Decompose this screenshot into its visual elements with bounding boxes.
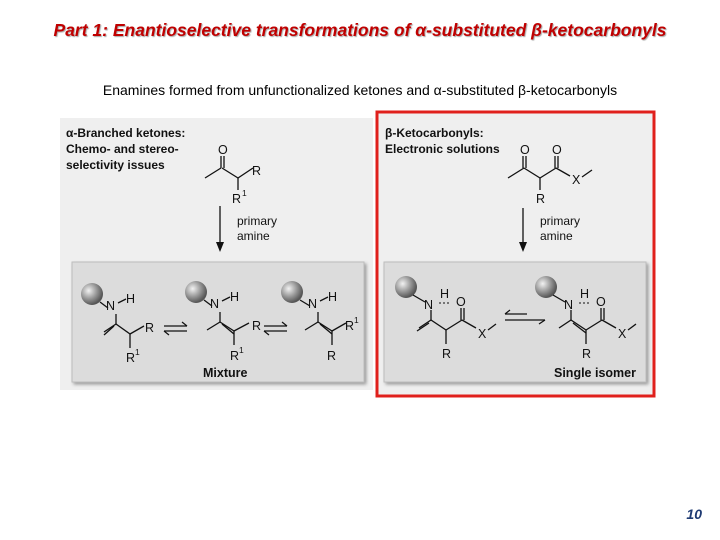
enamine-3-r1-group: R <box>345 319 355 333</box>
left-label-line-3: selectivity issues <box>66 158 165 172</box>
enamine-3-nitrogen: N <box>308 297 318 311</box>
right-reagent-line-2: amine <box>540 229 573 243</box>
enamine-a-hydrogen: H <box>440 287 450 301</box>
enamine-a-x-group: X <box>478 327 487 341</box>
right-caption-single-isomer: Single isomer <box>554 366 636 380</box>
enamine-3-hydrogen: H <box>328 290 338 304</box>
enamine-3-r1-superscript: 1 <box>354 315 359 325</box>
enamine-2-r-group: R <box>252 319 262 333</box>
enamine-2-r1-superscript: 1 <box>239 345 244 355</box>
enamine-a-oxygen: O <box>456 295 466 309</box>
ketone-r-group: R <box>252 164 262 178</box>
enamine-a-nitrogen: N <box>424 298 434 312</box>
enamine-b-x-group: X <box>618 327 627 341</box>
left-reagent-line-1: primary <box>237 214 278 228</box>
enamine-1-r1-group: R <box>126 351 136 365</box>
left-scheme-panel <box>60 118 373 390</box>
ketone-r1-group: R <box>232 192 242 206</box>
right-label-line-1: β-Ketocarbonyls: <box>385 126 484 140</box>
slide-subtitle: Enamines formed from unfunctionalized ketones and α-substituted β-ketocarbonyls <box>102 82 618 98</box>
ketone-oxygen: O <box>218 143 228 157</box>
slide-title: Part 1: Enantioselective transformations of α-substituted β-ketocarbonyls <box>53 20 667 40</box>
enamine-1-r-group: R <box>145 321 155 335</box>
enamine-3-r-group: R <box>327 349 337 363</box>
catalyst-sphere-icon <box>185 281 207 303</box>
right-label-line-2: Electronic solutions <box>385 142 500 156</box>
enamine-2-r1-group: R <box>230 349 240 363</box>
enamine-1-hydrogen: H <box>126 292 136 306</box>
left-reagent-line-2: amine <box>237 229 270 243</box>
catalyst-sphere-icon <box>81 283 103 305</box>
keto-oxygen-2: O <box>552 143 562 157</box>
enamine-2-hydrogen: H <box>230 290 240 304</box>
enamine-1-r1-superscript: 1 <box>135 347 140 357</box>
enamine-b-hydrogen: H <box>580 287 590 301</box>
left-label-line-1: α-Branched ketones: <box>66 126 186 140</box>
enamine-b-r-group: R <box>582 347 592 361</box>
left-caption-mixture: Mixture <box>203 366 248 380</box>
enamine-2-nitrogen: N <box>210 297 220 311</box>
keto-x-group: X <box>572 173 581 187</box>
right-reagent-line-1: primary <box>540 214 581 228</box>
enamine-a-r-group: R <box>442 347 452 361</box>
page-number: 10 <box>686 506 702 522</box>
ketone-r1-superscript: 1 <box>242 188 247 198</box>
keto-oxygen-1: O <box>520 143 530 157</box>
right-scheme-panel <box>377 112 654 396</box>
left-label-line-2: Chemo- and stereo- <box>66 142 179 156</box>
enamine-b-nitrogen: N <box>564 298 574 312</box>
enamine-1-nitrogen: N <box>106 299 116 313</box>
catalyst-sphere-icon <box>281 281 303 303</box>
keto-r-group: R <box>536 192 546 206</box>
enamine-b-oxygen: O <box>596 295 606 309</box>
